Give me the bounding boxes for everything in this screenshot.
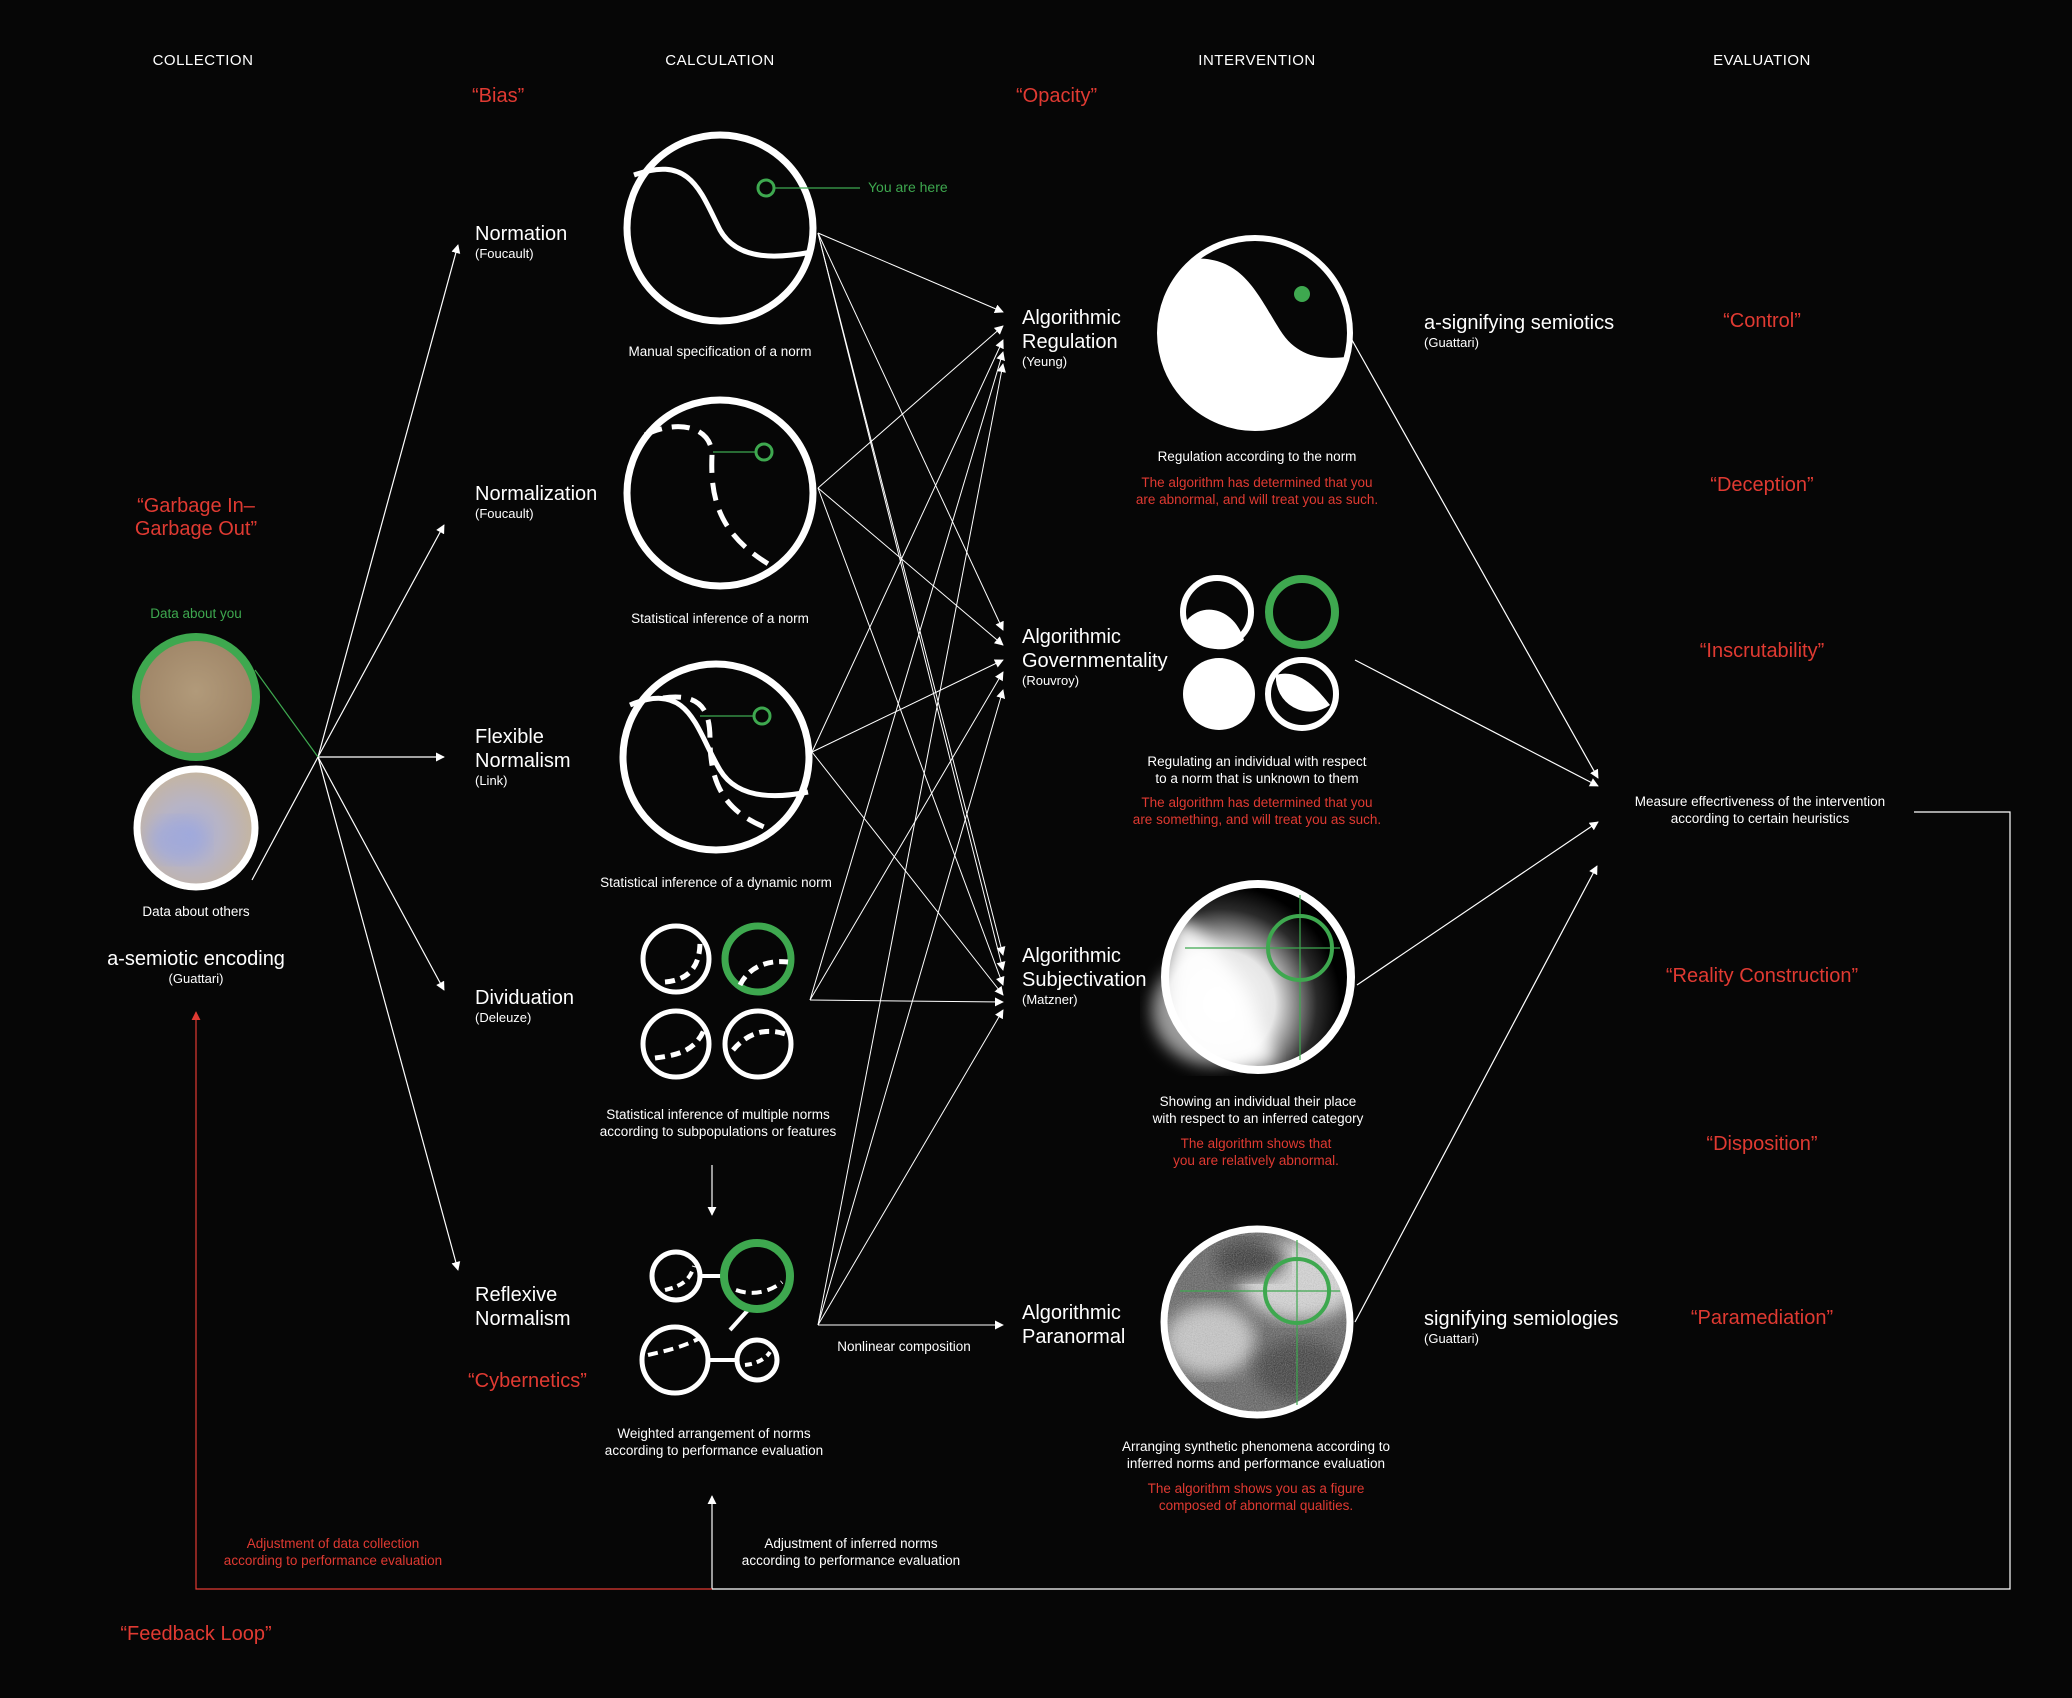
garbage-in-quote: “Garbage In– Garbage Out” (134, 495, 258, 540)
node-algorithmic-regulation: Algorithmic Regulation (Yeung) (1022, 307, 1121, 369)
data-about-others-circle (137, 769, 255, 887)
flexible-normalism-icon (623, 664, 809, 850)
governmentality-icon (1183, 578, 1336, 730)
data-about-others-label: Data about others (142, 904, 250, 919)
caption-normation: Manual specification of a norm (628, 344, 812, 359)
caption-paranormal: Arranging synthetic phenomena according to inferred norms and performance evaluation (1122, 1439, 1390, 1471)
adjust-norms-label: Adjustment of inferred norms according to performance evaluation (741, 1536, 961, 1568)
adjust-collection-label: Adjustment of data collection according to performance evaluation (223, 1536, 443, 1568)
reality-construction-quote: “Reality Construction” (1665, 965, 1859, 987)
node-algorithmic-subjectivation: Algorithmic Subjectivation (Matzner) (1022, 945, 1147, 1007)
deception-quote: “Deception” (1710, 474, 1814, 496)
node-reflexive-normalism: Reflexive Normalism (475, 1284, 571, 1330)
collection-fanout-arrows (318, 245, 458, 1270)
inscrutability-quote: “Inscrutability” (1699, 640, 1825, 662)
asemiotic-encoding: a-semiotic encoding (Guattari) (107, 948, 285, 986)
you-are-here-label: You are here (868, 179, 948, 195)
column-header-collection: COLLECTION (152, 52, 254, 69)
calculation-intervention-arrows (810, 233, 1003, 1325)
verdict-regulation: The algorithm has determined that you are abnormal, and will treat you as such. (1135, 475, 1379, 507)
node-flexible-normalism: Flexible Normalism (Link) (475, 726, 571, 788)
data-about-you-circle (136, 637, 256, 757)
caption-reflexive-normalism: Weighted arrangement of norms according to performance evaluation (604, 1426, 824, 1458)
nonlinear-composition-label: Nonlinear composition (837, 1339, 971, 1354)
node-normalization: Normalization (Foucault) (475, 483, 598, 521)
node-algorithmic-governmentality: Algorithmic Governmentality (Rouvroy) (1022, 626, 1168, 688)
paranormal-icon (1160, 1225, 1360, 1425)
regulation-icon (1160, 230, 1360, 428)
column-header-evaluation: EVALUATION (1713, 52, 1811, 69)
caption-governmentality: Regulating an individual with respect to a norm that is unknown to them (1147, 754, 1367, 786)
node-dividuation: Dividuation (Deleuze) (475, 987, 574, 1025)
data-about-you-label: Data about you (150, 606, 242, 621)
feedback-loop (196, 812, 2010, 1589)
feedback-loop-quote: “Feedback Loop” (120, 1623, 272, 1645)
verdict-governmentality: The algorithm has determined that you are something, and will treat you as such. (1132, 795, 1382, 827)
caption-dividuation: Statistical inference of multiple norms according to subpopulations or features (599, 1107, 837, 1139)
column-header-intervention: INTERVENTION (1198, 52, 1316, 69)
caption-subjectivation: Showing an individual their place with respect to an inferred category (1152, 1094, 1364, 1126)
caption-flexible-normalism: Statistical inference of a dynamic norm (600, 875, 832, 890)
column-header-calculation: CALCULATION (665, 52, 775, 69)
node-algorithmic-paranormal: Algorithmic Paranormal (1022, 1302, 1126, 1348)
normation-icon (627, 135, 860, 321)
normalization-icon (627, 400, 813, 586)
subjectivation-icon (1152, 884, 1351, 1080)
collection-connector-lines (252, 670, 318, 880)
verdict-subjectivation: The algorithm shows that you are relatively abnormal. (1173, 1136, 1339, 1168)
opacity-quote: “Opacity” (1016, 85, 1098, 107)
measure-effectiveness-label: Measure effecrtiveness of the intervention according to certain heuristics (1634, 794, 1886, 826)
node-normation: Normation (Foucault) (475, 223, 568, 261)
reflexive-normalism-icon (642, 1243, 790, 1393)
bias-quote: “Bias” (472, 85, 525, 107)
signifying-semiologies: signifying semiologies (Guattari) (1424, 1308, 1619, 1346)
asignifying-semiotics: a-signifying semiotics (Guattari) (1424, 312, 1615, 350)
caption-normalization: Statistical inference of a norm (631, 611, 809, 626)
control-quote: “Control” (1723, 310, 1801, 332)
cybernetics-quote: “Cybernetics” (468, 1370, 587, 1392)
dividuation-icon (643, 926, 791, 1077)
verdict-paranormal: The algorithm shows you as a figure composed of abnormal qualities. (1147, 1481, 1365, 1513)
paramediation-quote: “Paramediation” (1690, 1307, 1834, 1329)
caption-regulation: Regulation according to the norm (1157, 449, 1357, 464)
disposition-quote: “Disposition” (1706, 1133, 1818, 1155)
